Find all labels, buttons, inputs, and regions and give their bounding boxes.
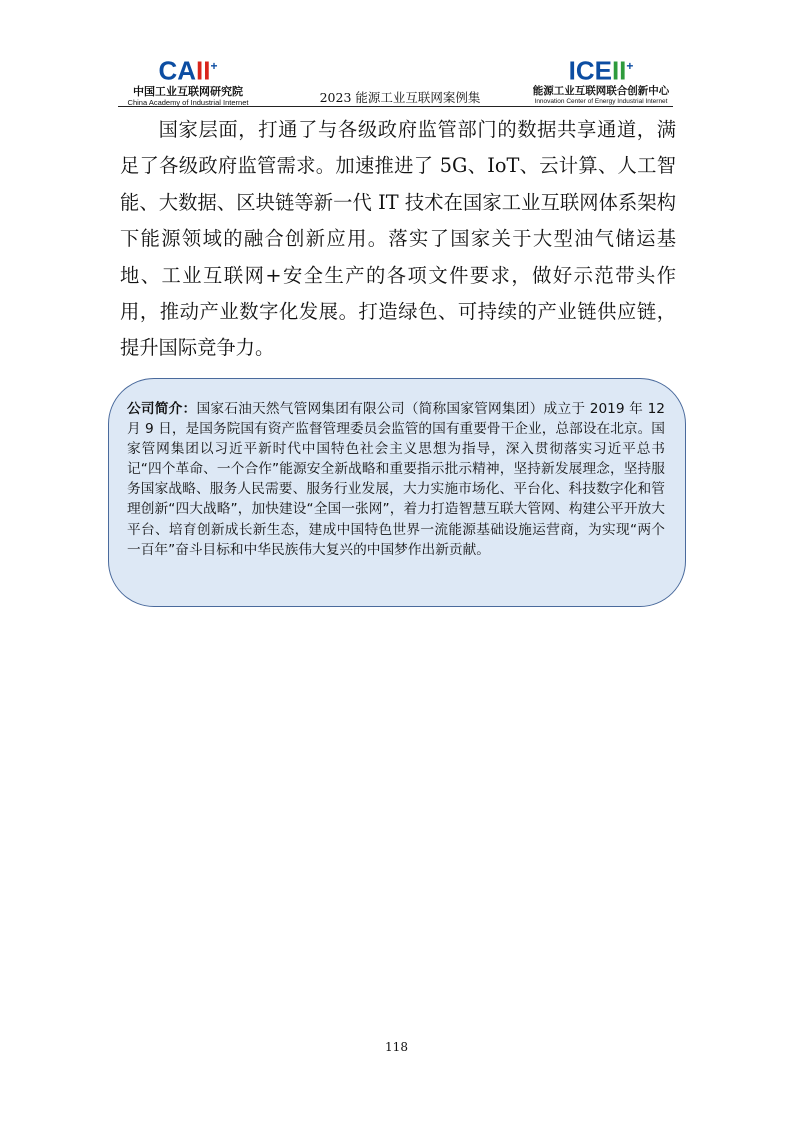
caii-logo [118, 52, 258, 107]
company-intro-body: 国家石油天然气管网集团有限公司（简称国家管网集团）成立于 2019 年 12 月 9 日，是国务院国有资产监督管理委员会监管的国有重要骨干企业，总部设在北京。国家管网集团以习近平新时代中国特色社会主义思想为指导，深入贯彻落实习近平总书记“四个革命、一个合作”能源安全新战略和重要指示批示精神，坚持新发展理念，坚持服务国家战略、服务人民需要、服务行业发展，大力实施市场化、平台化、科技数字化和管理创新“四大战略”，加快建设“全国一张网”，着力打造智慧互联大管网、构建公平开放大平台、培育创新成长新生态，建成中国特色世界一流能源基础设施运营商，为实现“两个一百年”奋斗目标和中华民族伟大复兴的中国梦作出新贡献。 [127, 401, 665, 558]
caii-name-cn: 中国工业互联网研究院 [133, 84, 243, 98]
body-paragraph: 国家层面，打通了与各级政府监管部门的数据共享通道，满足了各级政府监管需求。加速推进了 5G、IoT、云计算、人工智能、大数据、区块链等新一代 IT 技术在国家工业互联网体系架构下能源领域的融合创新应用。落实了国家关于大型油气储运基地、工业互联网+安全生产的各项文件要求，做好示范带头作用，推动产业数字化发展。打造绿色、可持续的产业链供应链，提升国际竞争力。 [120, 118, 676, 360]
company-intro-label: 公司简介： [127, 401, 197, 417]
document-title: 2023 能源工业互联网案例集 [319, 90, 481, 105]
caii-name-en: China Academy of Industrial Internet [127, 97, 249, 107]
header-divider [118, 106, 673, 107]
company-intro-text [127, 399, 665, 560]
iceii-name-cn: 能源工业互联网联合创新中心 [532, 84, 670, 97]
page-header [0, 0, 793, 110]
page-number: 118 [385, 1040, 408, 1054]
company-intro-box [108, 378, 686, 607]
iceii-logo [530, 52, 672, 106]
iceii-name-en: Innovation Center of Energy Industrial Internet [534, 97, 668, 105]
caii-logo-mark: CAII+ [158, 55, 218, 86]
main-content [120, 112, 676, 367]
iceii-logo-mark: ICEII+ [568, 55, 634, 86]
